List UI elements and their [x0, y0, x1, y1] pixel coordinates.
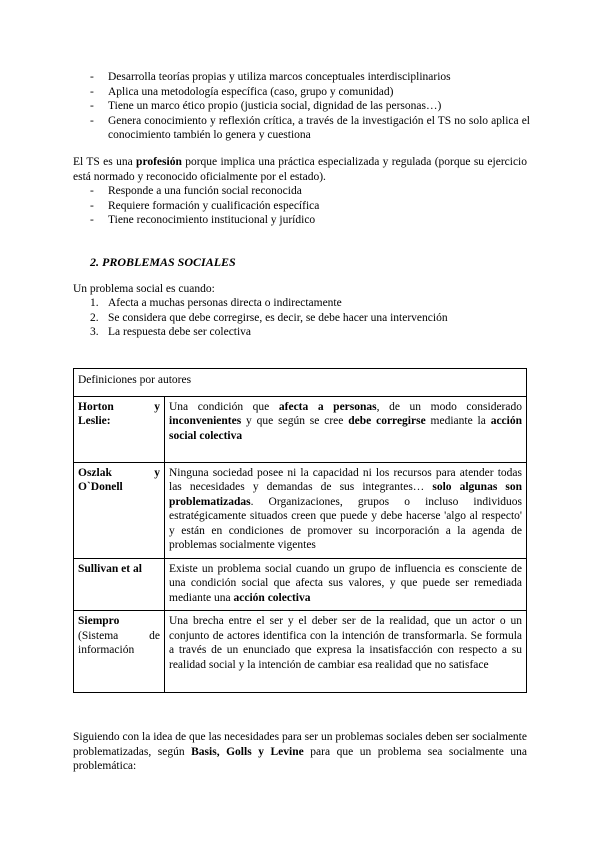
list-item: - Aplica una metodología específica (caso, grupo y comunidad): [90, 85, 530, 100]
list-item: 1. Afecta a muchas personas directa o indirectamente: [90, 297, 342, 309]
closing-paragraph: Siguiendo con la idea de que las necesidades para ser un problemas sociales deben ser socialmente problematizadas, según Basis, Golls y Levine para que un problema sea socialmente una problemática:: [73, 731, 527, 772]
table-header: Definiciones por autores: [74, 369, 527, 397]
author-cell: Siempro (Sistema de información: [74, 611, 165, 693]
definition-cell: Ninguna sociedad posee ni la capacidad ni los recursos para atender todas las necesidades y demandas de sus integrantes… solo algunas son problematizadas. Organizaciones, grupos o incluso individuos estratégicamente situados creen que puede y debe hacerse 'algo al respecto' y están en condiciones de promover su incorporación a la agenda de problemas socialmente vigentes: [165, 462, 527, 558]
definition-cell: Una condición que afecta a personas, de un modo considerado inconvenientes y que según se cree debe corregirse mediante la acción social colectiva: [165, 396, 527, 462]
list-item: - Desarrolla teorías propias y utiliza marcos conceptuales interdisciplinarios: [90, 70, 530, 85]
definition-cell: Existe un problema social cuando un grupo de influencia es consciente de una condición social que afecta sus valores, y que puede ser remediada mediante una acción colectiva: [165, 558, 527, 611]
list-item: 2. Se considera que debe corregirse, es decir, se debe hacer una intervención: [90, 311, 448, 324]
profession-list: [90, 184, 530, 228]
definition-cell: Una brecha entre el ser y el deber ser de la realidad, que un actor o un conjunto de actores identifica con la intención de transformarla. Se formula a través de un enunciado que expresa la insatisfacción con respecto a su realidad social y la intención de cambiar esa realidad que no satisface: [165, 611, 527, 693]
profession-paragraph: El TS es una profesión porque implica una práctica especializada y regulada (porque su ejercicio está normado y reconocido oficialmente por el estado).: [73, 156, 527, 183]
list-item: - Tiene un marco ético propio (justicia social, dignidad de las personas…): [90, 99, 530, 114]
intro-list: [90, 70, 530, 143]
author-cell: Horton y Leslie:: [74, 396, 165, 462]
author-cell: Oszlak y O`Donell: [74, 462, 165, 558]
section-heading: 2. PROBLEMAS SOCIALES: [90, 255, 236, 269]
table-row: [74, 396, 527, 462]
table-row: [74, 611, 527, 693]
list-item: - Tiene reconocimiento institucional y jurídico: [90, 213, 530, 228]
problem-list: [90, 296, 530, 340]
list-item: - Requiere formación y cualificación específica: [90, 199, 530, 214]
definitions-table: [73, 368, 527, 693]
problem-intro: Un problema social es cuando:: [73, 283, 215, 295]
list-item: - Genera conocimiento y reflexión crítica, a través de la investigación el TS no solo aplica el conocimiento también lo genera y cuestiona: [90, 114, 530, 143]
table-header-row: [74, 369, 527, 397]
author-cell: Sullivan et al: [74, 558, 165, 611]
list-item: 3. La respuesta debe ser colectiva: [90, 326, 252, 338]
table-row: [74, 558, 527, 611]
list-item: - Responde a una función social reconocida: [90, 184, 530, 199]
table-row: [74, 462, 527, 558]
